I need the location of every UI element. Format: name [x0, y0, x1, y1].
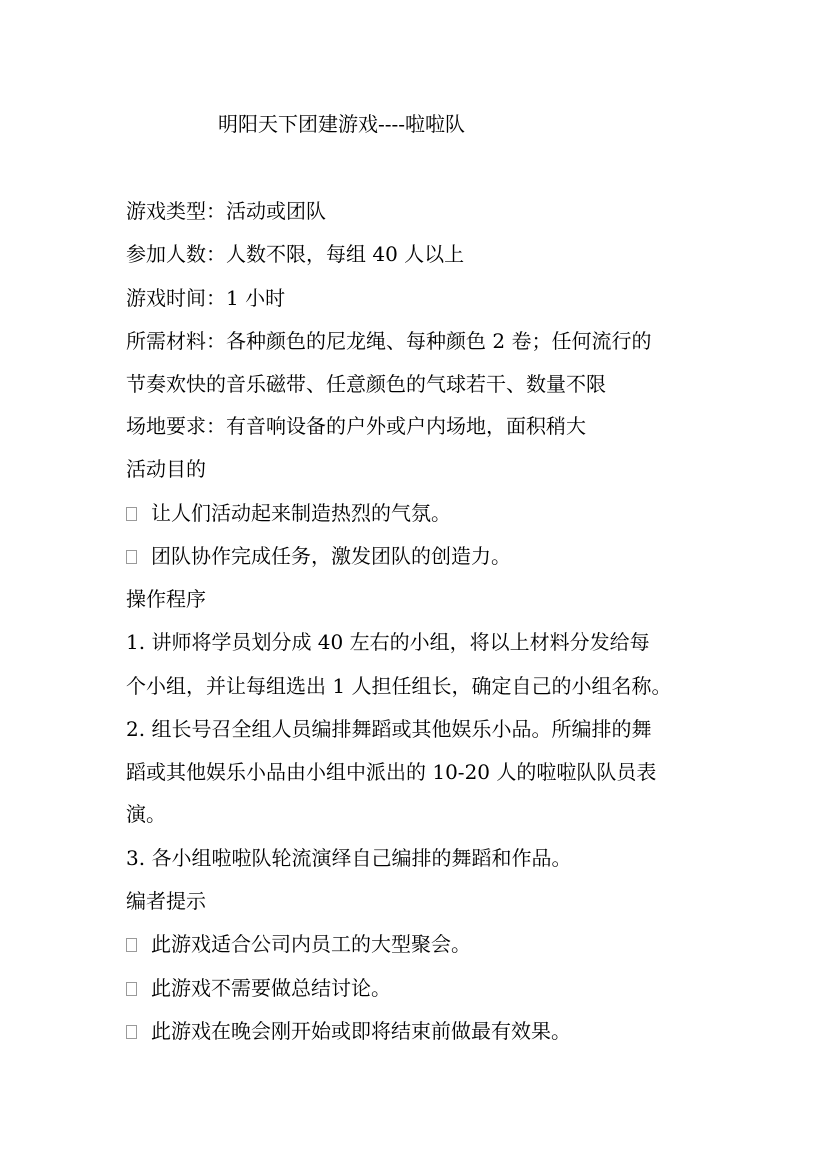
- checkbox-bullet-icon: [126, 550, 137, 564]
- venue: 场地要求：有音响设备的户外或户内场地，面积稍大: [126, 414, 586, 438]
- checkbox-bullet-icon: [126, 938, 137, 952]
- materials-line-2: 节奏欢快的音乐磁带、任意颜色的气球若干、数量不限: [126, 372, 606, 396]
- participants: 参加人数：人数不限，每组 40 人以上: [126, 242, 465, 266]
- tip-item: [126, 1018, 571, 1044]
- purpose-item-text: 团队协作完成任务，激发团队的创造力。: [151, 544, 511, 568]
- tips-heading: 编者提示: [126, 889, 206, 913]
- tip-item: [126, 975, 391, 1001]
- purpose-heading: 活动目的: [126, 457, 206, 481]
- step-2-line-3: 演。: [126, 802, 166, 826]
- tip-item-text: 此游戏不需要做总结讨论。: [151, 976, 391, 1000]
- checkbox-bullet-icon: [126, 507, 137, 521]
- page-title: 明阳天下团建游戏----啦啦队: [218, 112, 466, 136]
- game-type: 游戏类型：活动或团队: [126, 199, 326, 223]
- checkbox-bullet-icon: [126, 982, 137, 996]
- purpose-item-text: 让人们活动起来制造热烈的气氛。: [151, 501, 451, 525]
- step-1-line-1: 1. 讲师将学员划分成 40 左右的小组，将以上材料分发给每: [126, 630, 650, 654]
- purpose-item: [126, 500, 451, 526]
- materials-line-1: 所需材料：各种颜色的尼龙绳、每种颜色 2 卷；任何流行的: [126, 329, 652, 353]
- step-1-line-2: 个小组，并让每组选出 1 人担任组长，确定自己的小组名称。: [126, 674, 672, 698]
- tip-item-text: 此游戏适合公司内员工的大型聚会。: [151, 932, 471, 956]
- step-2-line-1: 2. 组长号召全组人员编排舞蹈或其他娱乐小品。所编排的舞: [126, 717, 652, 741]
- tip-item-text: 此游戏在晚会刚开始或即将结束前做最有效果。: [151, 1019, 571, 1043]
- step-3: 3. 各小组啦啦队轮流演绎自己编排的舞蹈和作品。: [126, 846, 572, 870]
- purpose-item: [126, 543, 511, 569]
- tip-item: [126, 931, 471, 957]
- duration: 游戏时间：1 小时: [126, 286, 286, 310]
- step-2-line-2: 蹈或其他娱乐小品由小组中派出的 10-20 人的啦啦队队员表: [126, 760, 657, 784]
- procedure-heading: 操作程序: [126, 587, 206, 611]
- checkbox-bullet-icon: [126, 1025, 137, 1039]
